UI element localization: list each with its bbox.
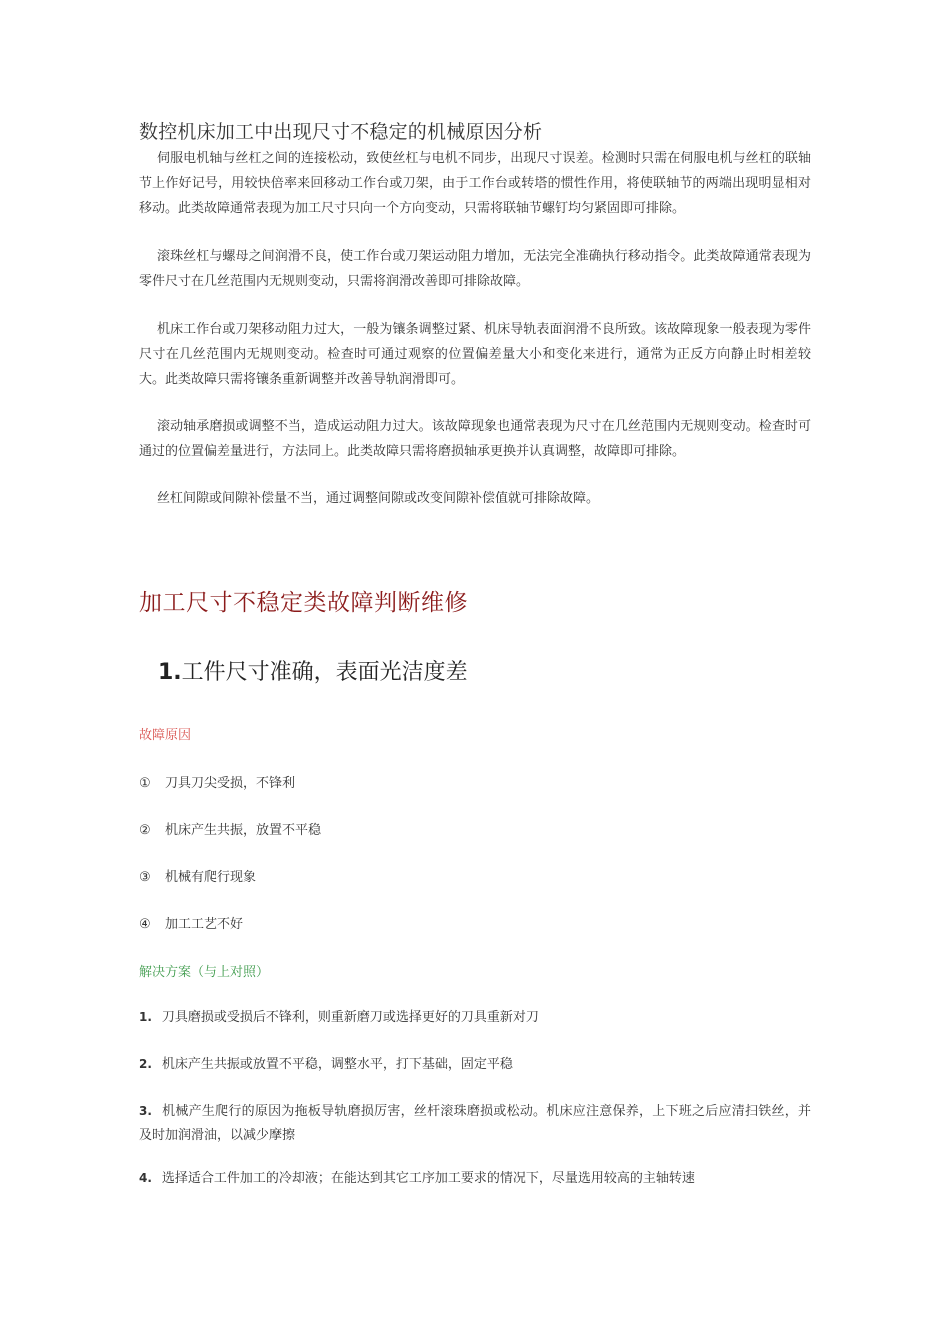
subheading-number: 1. [158, 660, 182, 685]
solution-item [139, 1099, 811, 1148]
solutions-label: 解决方案（与上对照） [139, 965, 270, 980]
paragraph-backlash: 丝杠间隙或间隙补偿量不当，通过调整间隙或改变间隙补偿值就可排除故障。 [157, 491, 600, 506]
cause-item [139, 772, 295, 791]
cause-marker: ① [139, 776, 151, 791]
solution-number: 1. [139, 1010, 152, 1024]
cause-marker: ② [139, 823, 151, 838]
solution-number: 4. [139, 1171, 152, 1185]
subheading-text: 工件尺寸准确，表面光洁度差 [181, 660, 468, 685]
cause-item [139, 913, 243, 932]
solution-item [139, 1005, 811, 1030]
paragraph-table-resistance: 机床工作台或刀架移动阻力过大，一般为镶条调整过紧、机床导轨表面润滑不良所致。该故障现象一般表现为零件尺寸在几丝范围内无规则变动。检查时可通过观察的位置偏差量大小和变化来进行，通常为正反方向静止时相差较大。此类故障只需将镶条重新调整并改善导轨润滑即可。 [139, 322, 811, 387]
paragraph-ballscrew-lubrication: 滚珠丝杠与螺母之间润滑不良，使工作台或刀架运动阻力增加，无法完全准确执行移动指令。此类故障通常表现为零件尺寸在几丝范围内无规则变动，只需将润滑改善即可排除故障。 [139, 249, 811, 289]
causes-label: 故障原因 [139, 728, 192, 743]
solution-number: 2. [139, 1057, 152, 1071]
solution-text: 刀具磨损或受损后不锋利，则重新磨刀或选择更好的刀具重新对刀 [161, 1010, 539, 1025]
solution-text: 选择适合工件加工的冷却液；在能达到其它工序加工要求的情况下，尽量选用较高的主轴转速 [161, 1171, 695, 1186]
solution-item [139, 1052, 811, 1077]
cause-text: 机械有爬行现象 [165, 870, 257, 885]
cause-text: 刀具刀尖受损，不锋利 [165, 776, 296, 791]
paragraph-bearing: 滚动轴承磨损或调整不当，造成运动阻力过大。该故障现象也通常表现为尺寸在几丝范围内无规则变动。检查时可通过的位置偏差量进行，方法同上。此类故障只需将磨损轴承更换并认真调整，故障即可排除。 [139, 419, 811, 459]
solution-item [139, 1166, 811, 1191]
section-heading: 加工尺寸不稳定类故障判断维修 [139, 590, 468, 616]
paragraph-coupling: 伺服电机轴与丝杠之间的连接松动，致使丝杠与电机不同步，出现尺寸误差。检测时只需在伺服电机与丝杠的联轴节上作好记号，用较快倍率来回移动工作台或刀架，由于工作台或转塔的惯性作用，将使联轴节的两端出现明显相对移动。此类故障通常表现为加工尺寸只向一个方向变动，只需将联轴节螺钉均匀紧固即可排除。 [139, 151, 811, 216]
subheading [158, 655, 468, 686]
cause-item [139, 866, 256, 885]
cause-marker: ④ [139, 917, 151, 932]
solution-text: 机械产生爬行的原因为拖板导轨磨损厉害，丝杆滚珠磨损或松动。机床应注意保养，上下班之后应清扫铁丝，并及时加润滑油，以减少摩擦 [139, 1104, 811, 1143]
cause-marker: ③ [139, 870, 151, 885]
solution-number: 3. [139, 1104, 152, 1118]
cause-item [139, 819, 321, 838]
article-title: 数控机床加工中出现尺寸不稳定的机械原因分析 [139, 121, 543, 143]
solution-text: 机床产生共振或放置不平稳，调整水平，打下基础，固定平稳 [161, 1057, 513, 1072]
cause-text: 加工工艺不好 [165, 917, 244, 932]
cause-text: 机床产生共振，放置不平稳 [165, 823, 322, 838]
